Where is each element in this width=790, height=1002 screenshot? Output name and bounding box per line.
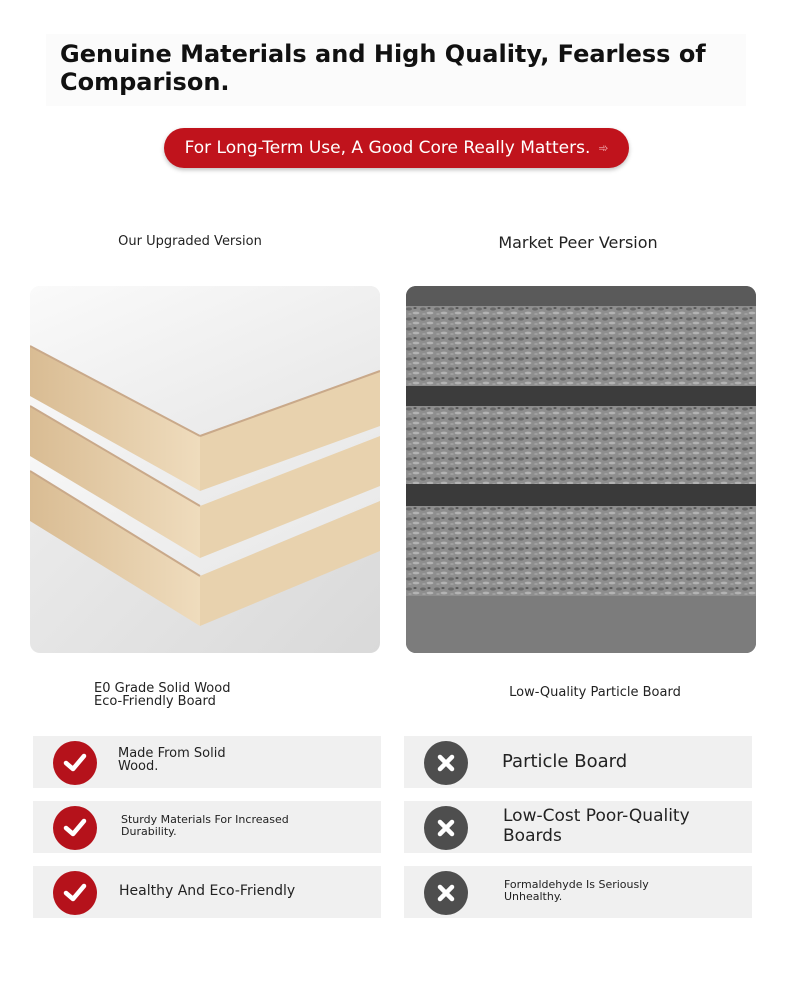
feature-line: Wood. xyxy=(118,759,159,774)
upgraded-feature-row xyxy=(33,736,381,788)
market-feature-row xyxy=(404,801,752,853)
feature-text: Healthy And Eco-Friendly xyxy=(119,883,296,899)
feature-line: Boards xyxy=(503,826,562,846)
upgraded-feature-row xyxy=(33,866,381,918)
page-headline: Genuine Materials and High Quality, Fearless of Comparison. xyxy=(46,34,746,106)
swoosh-icon: ➾ xyxy=(598,141,609,155)
particle-board-photo xyxy=(406,286,756,653)
feature-text xyxy=(121,814,289,838)
feature-line: Sturdy Materials For Increased xyxy=(121,813,289,826)
upgraded-version-title: Our Upgraded Version xyxy=(118,234,262,249)
feature-text xyxy=(118,747,226,773)
slogan-text: For Long-Term Use, A Good Core Really Matters. xyxy=(184,138,591,158)
feature-line: Formaldehyde Is Seriously xyxy=(504,878,649,891)
cross-icon xyxy=(424,741,468,785)
feature-line: Unhealthy. xyxy=(504,890,563,903)
upgraded-board-line-2: Eco-Friendly Board xyxy=(94,694,216,709)
market-feature-row xyxy=(404,736,752,788)
cross-icon xyxy=(424,806,468,850)
feature-line: Made From Solid xyxy=(118,746,226,761)
upgraded-feature-row xyxy=(33,801,381,853)
market-version-title: Market Peer Version xyxy=(498,233,658,252)
feature-text: Particle Board xyxy=(502,751,628,772)
market-board-label: Low-Quality Particle Board xyxy=(509,685,681,700)
cross-icon xyxy=(424,871,468,915)
solid-wood-board-photo xyxy=(30,286,380,653)
feature-text xyxy=(504,879,649,903)
check-icon xyxy=(53,741,97,785)
upgraded-board-line-1: E0 Grade Solid Wood xyxy=(94,681,231,696)
feature-line: Low-Cost Poor-Quality xyxy=(503,806,690,826)
upgraded-board-label xyxy=(94,682,314,708)
check-icon xyxy=(53,871,97,915)
feature-text xyxy=(503,806,690,846)
feature-line: Durability. xyxy=(121,825,177,838)
slogan-banner xyxy=(164,128,629,168)
check-icon xyxy=(53,806,97,850)
market-feature-row xyxy=(404,866,752,918)
